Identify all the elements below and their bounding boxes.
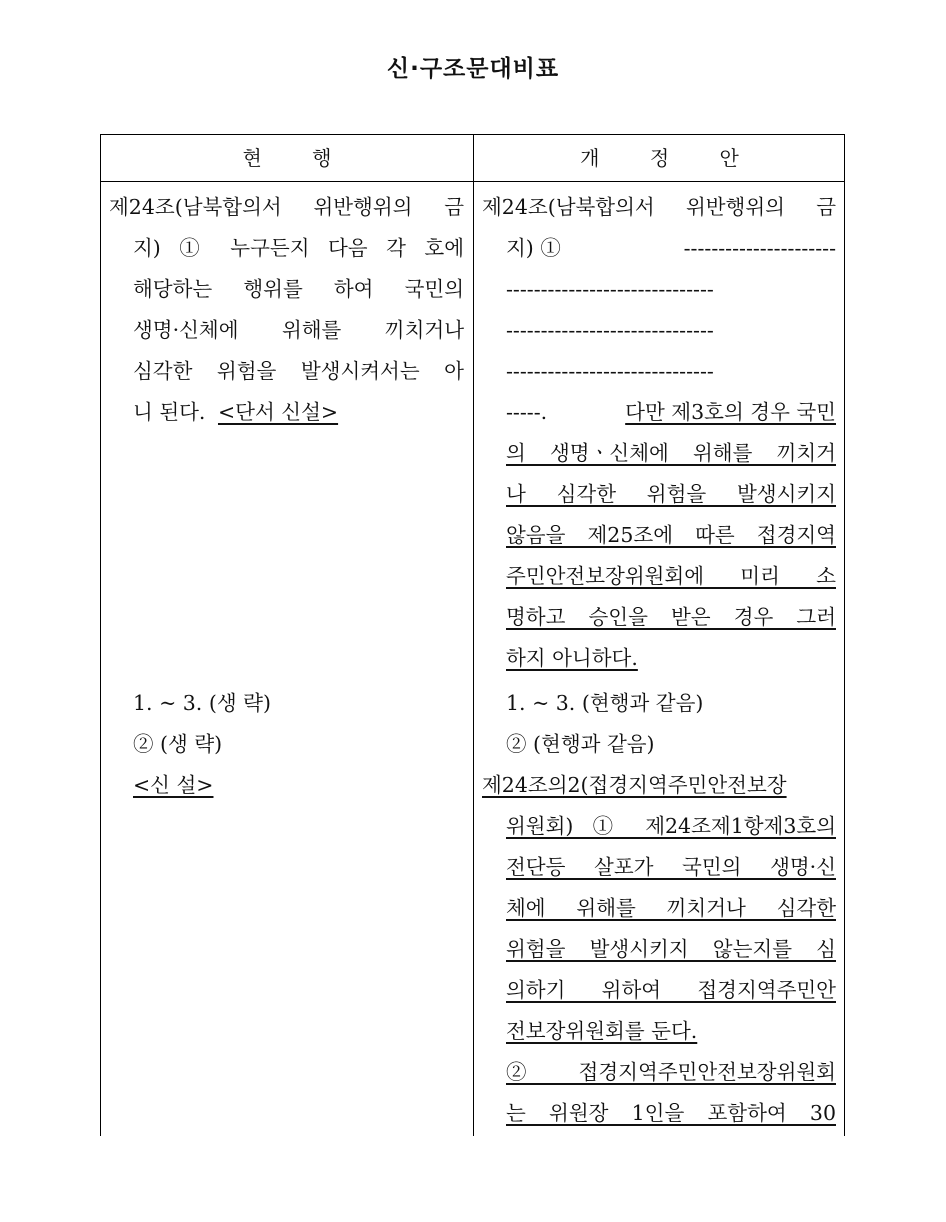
revised-new-article: 는 위원장 1인을 포함하여 30 — [506, 1101, 836, 1125]
column-divider — [473, 135, 474, 1136]
header-current: 현 행 — [242, 146, 332, 170]
revised-new-article: 체에 위해를 끼치거나 심각한 — [506, 896, 836, 920]
revised-dashes: ------------------------------ — [506, 318, 714, 342]
revised-new-article: 위험을 발생시키지 않는지를 심 — [506, 937, 836, 961]
document-title: 신·구조문대비표 — [386, 56, 560, 82]
revised-new-article: 위원회) ① 제24조제1항제3호의 — [506, 814, 836, 838]
note-new-article: <신 설> — [133, 773, 214, 797]
revised-new-article: ②접경지역주민안전보장위원회 — [506, 1060, 836, 1084]
revised-items: 1. ~ 3. (현행과 같음) — [506, 691, 704, 715]
revised-amendment: 다만 제3호의 경우 국민 — [625, 400, 836, 424]
revised-line — [506, 392, 836, 433]
revised-new-article: 제24조의2(접경지역주민안전보장 — [482, 773, 787, 797]
revised-amendment: 않음을 제25조에 따른 접경지역 — [506, 523, 836, 547]
revised-amendment: 나 심각한 위험을 발생시키지 — [506, 482, 836, 506]
current-line: 지) ① 누구든지 다음 각 호에 — [133, 236, 464, 260]
revised-amendment: 하지 아니하다. — [506, 646, 638, 670]
revised-amendment: 명하고 승인을 받은 경우 그러 — [506, 605, 836, 629]
revised-new-article: 전보장위원회를 둔다. — [506, 1019, 698, 1043]
current-line: 해당하는 행위를 하여 국민의 — [133, 277, 464, 301]
revised-dashes: ------------------------------ — [506, 277, 714, 301]
revised-dashes: ------------------------------ — [506, 359, 714, 383]
revised-dashes: -----. — [506, 400, 548, 424]
revised-amendment: 주민안전보장위원회에 미리 소 — [506, 564, 836, 588]
revised-dashes: ---------------------- — [683, 236, 836, 260]
revised-line: 제24조(남북합의서 위반행위의 금 — [482, 195, 836, 219]
revised-new-article: 전단등 살포가 국민의 생명·신 — [506, 855, 836, 879]
current-line: 생명·신체에 위해를 끼치거나 — [133, 318, 464, 342]
current-line: 제24조(남북합의서 위반행위의 금 — [109, 195, 464, 219]
revised-paragraph-2: ② (현행과 같음) — [506, 732, 655, 756]
revised-new-article: 의하기 위하여 접경지역주민안 — [506, 978, 836, 1002]
current-line: 심각한 위험을 발생시켜서는 아 — [133, 359, 464, 383]
note-new-proviso: <단서 신설> — [217, 400, 339, 424]
current-items: 1. ~ 3. (생 략) — [133, 691, 271, 715]
current-line — [133, 392, 338, 433]
current-text: 니 된다. — [133, 400, 206, 424]
current-paragraph-2: ② (생 략) — [133, 732, 223, 756]
revised-line — [506, 228, 836, 269]
header-revised: 개 정 안 — [580, 146, 739, 170]
revised-amendment: 의 생명ㆍ신체에 위해를 끼치거 — [506, 441, 836, 465]
revised-text: 지) ① — [506, 236, 561, 260]
comparison-table — [100, 134, 845, 1136]
